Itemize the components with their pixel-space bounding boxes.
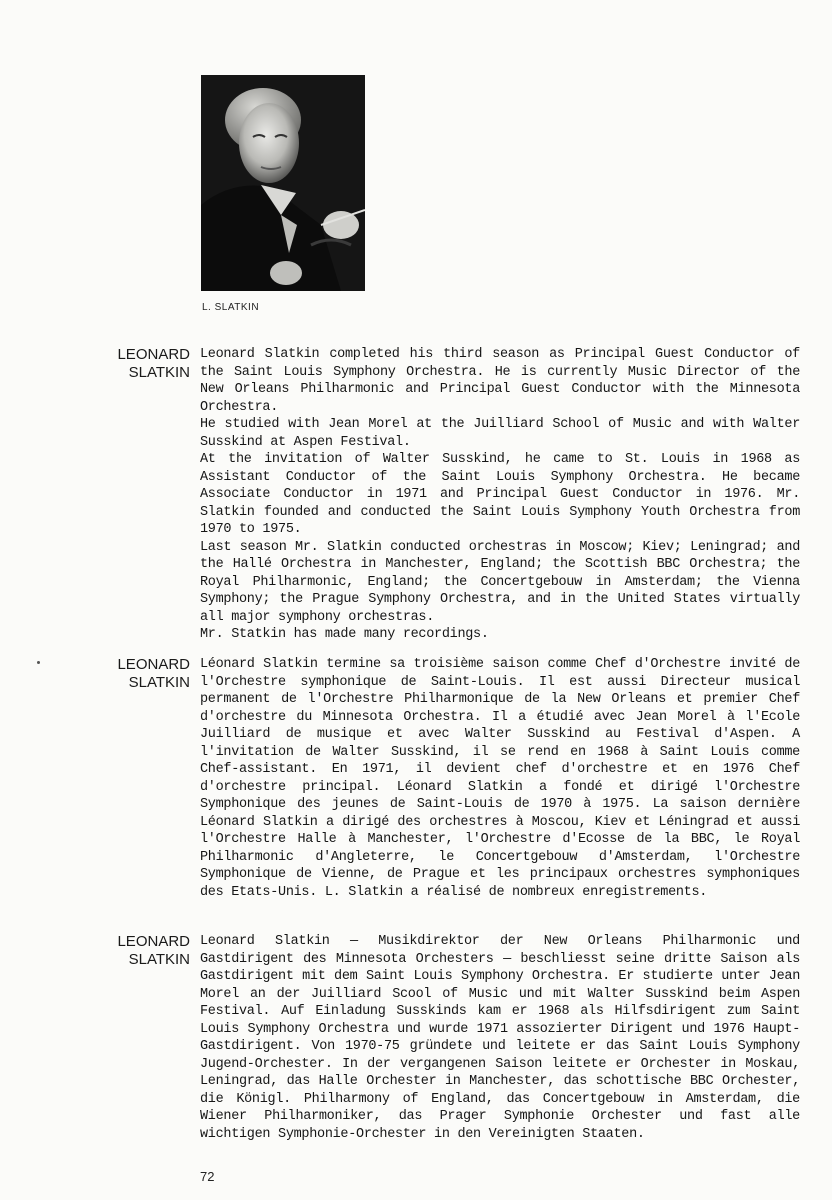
name-first: LEONARD — [117, 346, 190, 363]
print-speck — [37, 661, 40, 664]
paragraph: Last season Mr. Slatkin conducted orchestras in Moscow; Kiev; Leningrad; and the Hallé Orchestra in Manchester, England; the Scottish BBC Orchestra; the Royal Philharmonic, England; the Concertgebouw in Amsterdam; the Vienna Symphony; the Prague Symphony Orchestra, and in the United States virtually all major symphony orchestras. — [200, 539, 800, 625]
name-first: LEONARD — [117, 933, 190, 950]
name-first: LEONARD — [117, 656, 190, 673]
name-last: SLATKIN — [128, 950, 190, 968]
paragraph: Léonard Slatkin termine sa troisième saison comme Chef d'Orchestre invité de l'Orchestre symphonique de Saint-Louis. Il est aussi Directeur musical permanent de l'Orchestre Philharmonique de la New Orleans et premier Chef d'orchestre du Minnesota Orchestra. Il a étudié avec Jean Morel à l'Ecole Juilliard de musique et avec Walter Susskind au Festival d'Aspen. A l'invitation de Walter Susskind, il se rend en 1968 à Saint Louis comme Chef-assistant. En 1971, il devient chef d'orchestre et en 1976 Chef d'orchestre principal. Léonard Slatkin a fondé et dirigé l'Orchestre Symphonique des jeunes de Saint-Louis de 1970 à 1975. La saison dernière Léonard Slatkin a dirigé des orchestres à Moscou, Kiev et Léningrad et aussi l'Orchestre Halle à Manchester, l'Orchestre d'Ecosse de la BBC, le Royal Philharmonic d'Angleterre, le Concertgebouw d'Amsterdam, l'Orchestre Symphonique de Vienne, de Prague et les principaux orchestres symphoniques des Etats-Unis. L. Slatkin a réalisé de nombreux enregistrements. — [200, 657, 800, 900]
page-number: 72 — [200, 1169, 215, 1184]
name-last: SLATKIN — [128, 363, 190, 381]
conductor-photo — [201, 75, 365, 291]
paragraph: At the invitation of Walter Susskind, he came to St. Louis in 1968 as Assistant Conductor of the Saint Louis Symphony Orchestra. He became Associate Conductor in 1971 and Principal Guest Conductor in 1976. Mr. Slatkin founded and conducted the Saint Louis Symphony Youth Orchestra from 1970 to 1975. — [200, 452, 800, 537]
paragraph: He studied with Jean Morel at the Juilliard School of Music and with Walter Susskind at Aspen Festival. — [200, 417, 800, 450]
biography-text — [200, 656, 800, 901]
paragraph: Leonard Slatkin — Musikdirektor der New Orleans Philharmonic und Gastdirigent des Minnesota Orchesters — beschliesst seine dritte Saison als Gastdirigent mit dem Saint Louis Symphony Orchestra. Er studierte unter Jean Morel an der Juilliard Scool of Music und mit Walter Susskind beim Aspen Festival. Auf Einladung Susskinds kam er 1968 als Hilfsdirigent zum Saint Louis Symphony Orchestra und wurde 1971 assozierter Dirigent und 1976 Haupt-Gastdirigent. Von 1970-75 gründete und leitete er das Saint Louis Symphony Jugend-Orchester. In der vergangenen Saison leitete er Orchester in Moskau, Leningrad, das Halle Orchester in Manchester, das schottische BBC Orchester, die Königl. Philharmony of England, das Concertgebouw in Amsterdam, die Wiener Philharmoniker, das Prager Symphonie Orchester und fast alle wichtigen Symphonie-Orchester in den Vereinigten Staaten. — [200, 934, 800, 1142]
speaker-name — [100, 933, 190, 968]
name-last: SLATKIN — [128, 673, 190, 691]
biography-text — [200, 346, 800, 644]
speaker-name — [100, 346, 190, 381]
speaker-name — [100, 656, 190, 691]
biography-text — [200, 933, 800, 1143]
conductor-portrait-image — [201, 75, 365, 291]
photo-caption: L. SLATKIN — [202, 302, 260, 313]
paragraph: Leonard Slatkin completed his third season as Principal Guest Conductor of the Saint Louis Symphony Orchestra. He is currently Music Director of the New Orleans Philharmonic and Principal Guest Conductor with the Minnesota Orchestra. — [200, 347, 800, 415]
paragraph: Mr. Statkin has made many recordings. — [200, 627, 489, 642]
